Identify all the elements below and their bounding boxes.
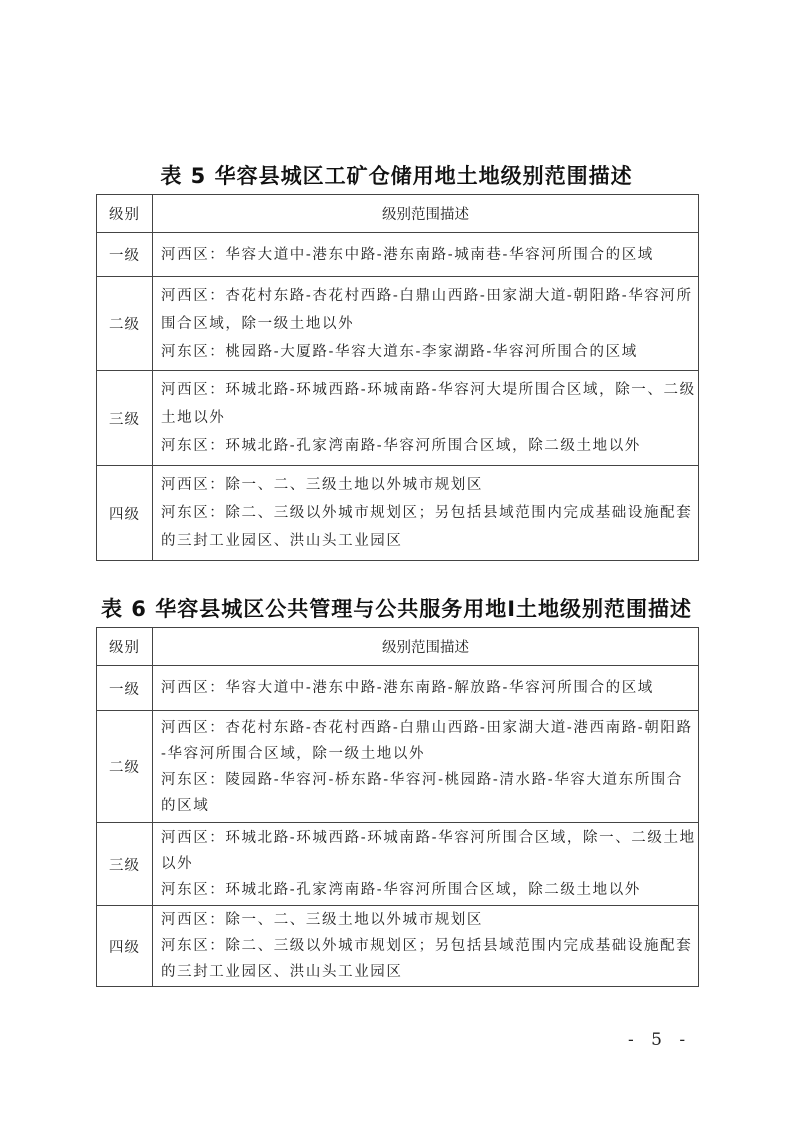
desc-line: 河西区：华容大道中-港东中路-港东南路-解放路-华容河所围合的区域 [161,680,654,696]
desc-line: 河西区：杏花村东路-杏花村西路-白鼎山西路-田家湖大道-港西南路-朝阳路 [161,719,693,736]
page-number: - 5 - [628,1030,692,1050]
desc-line: -华容河所围合区域，除一级土地以外 [161,745,426,762]
desc-line: 河西区：环城北路-环城西路-环城南路-华容河所围合区域，除一、二级土地 [161,830,696,846]
table-6-title: 表 6 华容县城区公共管理与公共服务用地Ⅰ土地级别范围描述 [100,597,693,621]
header-desc: 级别范围描述 [153,628,699,666]
level-cell: 四级 [97,906,153,987]
level-cell: 二级 [97,277,153,371]
desc-cell [153,711,699,823]
desc-line: 河西区：环城北路-环城西路-环城南路-华容河大堤所围合区域，除一、二级 [161,382,696,398]
table-row [97,711,699,823]
desc-line: 河东区：除二、三级以外城市规划区；另包括县域范围内完成基础设施配套 [161,938,693,954]
desc-line: 的区域 [161,797,210,814]
desc-cell [153,823,699,906]
desc-line: 以外 [161,856,194,872]
table-row [97,906,699,987]
desc-line: 河东区：陵园路-华容河-桥东路-华容河-桃园路-清水路-华容大道东所围合 [161,771,683,788]
table-5-title: 表 5 华容县城区工矿仓储用地土地级别范围描述 [160,164,633,188]
level-cell: 三级 [97,371,153,466]
desc-cell [153,466,699,561]
desc-cell [153,666,699,711]
desc-line: 河东区：除二、三级以外城市规划区；另包括县域范围内完成基础设施配套 [161,505,693,521]
table-5 [96,194,699,561]
desc-line: 围合区域，除一级土地以外 [161,315,355,332]
desc-cell [153,371,699,466]
desc-line: 土地以外 [161,410,226,426]
level-cell: 三级 [97,823,153,906]
table-row [97,233,699,277]
desc-line: 河东区：桃园路-大厦路-华容大道东-李家湖路-华容河所围合的区域 [161,343,638,360]
header-level: 级别 [97,628,153,666]
table-row [97,466,699,561]
table-row [97,666,699,711]
desc-line: 河西区：除一、二、三级土地以外城市规划区 [161,912,483,928]
table-row [97,371,699,466]
table-header-row [97,195,699,233]
desc-cell [153,233,699,277]
desc-line: 河西区：华容大道中-港东中路-港东南路-城南巷-华容河所围合的区域 [161,246,654,263]
level-cell: 二级 [97,711,153,823]
table-header-row [97,628,699,666]
desc-cell [153,277,699,371]
desc-line: 的三封工业园区、洪山头工业园区 [161,964,403,980]
table-row [97,823,699,906]
level-cell: 一级 [97,233,153,277]
desc-line: 的三封工业园区、洪山头工业园区 [161,533,403,549]
table-6 [96,627,699,987]
desc-line: 河东区：环城北路-孔家湾南路-华容河所围合区域，除二级土地以外 [161,438,641,454]
desc-line: 河西区：除一、二、三级土地以外城市规划区 [161,477,483,493]
desc-cell [153,906,699,987]
header-level: 级别 [97,195,153,233]
level-cell: 一级 [97,666,153,711]
table-row [97,277,699,371]
header-desc: 级别范围描述 [153,195,699,233]
level-cell: 四级 [97,466,153,561]
desc-line: 河东区：环城北路-孔家湾南路-华容河所围合区域，除二级土地以外 [161,882,641,898]
desc-line: 河西区：杏花村东路-杏花村西路-白鼎山西路-田家湖大道-朝阳路-华容河所 [161,287,693,304]
